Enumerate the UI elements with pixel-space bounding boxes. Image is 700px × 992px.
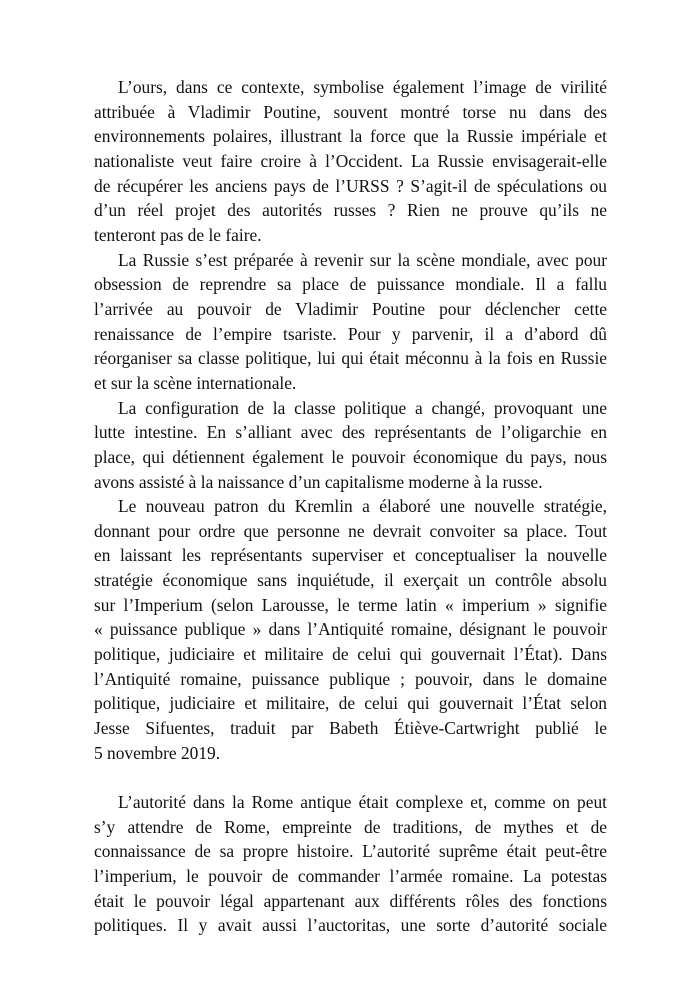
text-line: attribuée à Vladimir Poutine, souvent montré torse nu dans des	[94, 101, 607, 122]
text-line: était le pouvoir légal appartenant aux différents rôles des fonctions	[94, 890, 607, 911]
text-line: La Russie s’est préparée à revenir sur la scène mondiale, avec pour	[118, 249, 607, 270]
text-line: en laissant les représentants superviser et conceptualiser la nouvelle	[94, 545, 607, 566]
text-line: donnant pour ordre que personne ne devrait convoiter sa place. Tout	[94, 520, 607, 541]
text-line: s’y attendre de Rome, empreinte de traditions, de mythes et de	[94, 816, 607, 837]
text-line: l’imperium, le pouvoir de commander l’armée romaine. La potestas	[94, 866, 607, 886]
text-line: connaissance de sa propre histoire. L’autorité suprême était peut-être	[94, 841, 607, 862]
blank-line	[94, 765, 607, 790]
paragraph	[94, 248, 607, 396]
text-line: 5 novembre 2019.	[94, 742, 221, 763]
text-line: stratégie économique sans inquiétude, il exerçait un contrôle absolu	[94, 570, 607, 591]
text-line: lutte intestine. En s’alliant avec des représentants de l’oligarchie en	[94, 422, 607, 443]
paragraph	[94, 396, 607, 495]
text-line: l’Antiquité romaine, puissance publique ; pouvoir, dans le domaine	[94, 668, 607, 689]
text-line: Jesse Sifuentes, traduit par Babeth Étiève-Cartwright publié le	[94, 718, 607, 739]
text-line: avons assisté à la naissance d’un capitalisme moderne à la russe.	[94, 471, 543, 492]
text-line: renaissance de l’empire tsariste. Pour y parvenir, il a d’abord dû	[94, 323, 607, 344]
text-line: l’arrivée au pouvoir de Vladimir Poutine pour déclencher cette	[94, 298, 607, 319]
text-line: et sur la scène internationale.	[94, 372, 297, 393]
text-line: La configuration de la classe politique a changé, provoquant une	[118, 397, 607, 418]
text-line: tenteront pas de le faire.	[94, 224, 262, 245]
text-line: de récupérer les anciens pays de l’URSS ? S’agit-il de spéculations ou	[94, 175, 607, 196]
text-line: politique, judiciaire et militaire, de celui qui gouvernait l’État selon	[94, 693, 607, 714]
text-line: politiques. Il y avait aussi l’auctoritas, une sorte d’autorité sociale	[94, 915, 607, 936]
text-line: « puissance publique » dans l’Antiquité romaine, désignant le pouvoir	[94, 619, 607, 640]
text-line: d’un réel projet des autorités russes ? Rien ne prouve qu’ils ne	[94, 200, 607, 221]
text-line: obsession de reprendre sa place de puissance mondiale. Il a fallu	[94, 274, 607, 295]
paragraph	[94, 494, 607, 765]
text-line: Le nouveau patron du Kremlin a élaboré une nouvelle stratégie,	[118, 496, 607, 517]
text-line: place, qui détiennent également le pouvoir économique du pays, nous	[94, 446, 607, 467]
text-line: environnements polaires, illustrant la force que la Russie impériale et	[94, 126, 607, 147]
text-line: sur l’Imperium (selon Larousse, le terme latin « imperium » signifie	[94, 594, 607, 615]
text-line: réorganiser sa classe politique, lui qui était méconnu à la fois en Russie	[94, 348, 607, 369]
paragraph	[94, 790, 607, 938]
text-line: nationaliste veut faire croire à l’Occident. La Russie envisagerait-elle	[94, 150, 607, 171]
text-line: L’autorité dans la Rome antique était complexe et, comme on peut	[118, 792, 607, 813]
paragraph	[94, 75, 607, 248]
text-line: politique, judiciaire et militaire de celui qui gouvernait l’État). Dans	[94, 644, 607, 665]
text-line: L’ours, dans ce contexte, symbolise également l’image de virilité	[118, 77, 607, 97]
document-page	[94, 75, 607, 938]
